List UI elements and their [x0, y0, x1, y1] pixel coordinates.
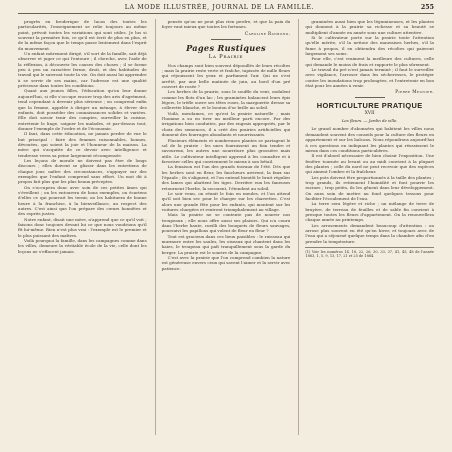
paragraph: Voilà pourquoi la famille, dans les campagnes comme dans les villes, demeure la véritable école de la vie, celle dont les leçons ne s'effacent jamais. [18, 238, 147, 254]
paragraph: Le grand nombre d'abonnées qui habitent les villes nous demandent souvent des conseils pour la culture des fleurs en appartement et sur les balcons. Nous répondrons aujourd'hui à ces questions en indiquant les plantes qui réussissent le mieux dans ces conditions particulières. [305, 126, 435, 153]
paragraph: Les arrosements demandent beaucoup d'attention : on arrose plus souvent en été qu'en hiver, et toujours avec de l'eau qui a séjourné quelque temps dans la chambre afin d'en prendre la température. [305, 222, 435, 244]
author-signature: Caroline Raymond. [245, 30, 291, 36]
paragraph: Voilà, mesdames, ce qu'est la prairie naturelle ; mais l'homme a su en tirer un meilleur parti encore. Par des irrigations bien conduites, par des engrais appropriés, par le choix des semences, il a créé des prairies artificielles qui donnent des fourrages abondants et nourrissants. [161, 110, 291, 138]
paragraph: Pour elle, c'est vraiment la meilleure des cultures, celle qui demande le moins de frais et rapporte le plus sûrement. [305, 56, 435, 67]
section-title: Pages Rustiques [186, 42, 266, 53]
paragraph: Il est d'abord nécessaire de bien choisir l'exposition. Une fenêtre tournée au levant ou au midi convient à la plupart des plantes ; celle du nord ne peut recevoir que des espèces qui aiment l'ombre et la fraîcheur. [305, 153, 435, 175]
divider [355, 97, 385, 98]
paragraph: C'est avec la prairie que l'on comprend combien la nature est généreuse envers ceux qui savent l'aimer et la servir avec patience. [161, 255, 291, 271]
paragraph: La terre sera légère et riche ; un mélange de terre de bruyère, de terreau de feuilles et de sable fin convient à presque toutes les fleurs d'appartement. On la renouvellera chaque année au printemps. [305, 201, 435, 223]
paragraph: Les herbes de la prairie, sous le souffle du vent, ondulent comme les flots d'un lac ; les graminées balancent leurs épis légers, le trèfle ouvre ses têtes roses, la marguerite dresse sa collerette blanche, et le bouton d'or brille au soleil. [161, 89, 291, 111]
paragraph: Nos champs sont bien souvent dépouillés de leurs récoltes ; mais la prairie reste verte et fraîche, tapissée de mille fleurs qui réjouissent les yeux et parfument l'air. Qui ne s'est arrêté, par une belle matinée de juin, au bord d'un pré couvert de rosée ? [161, 62, 291, 90]
paragraph: progrès en broderique de lucas des toutes les particularités, l'enseignement se relie toujours au même point, prévoit toutes les variations qui sont utiles. Je lus si souvent la première fois, ce qu'il est écrit de plus en plus, et de la même façon que le temps passe lentement dans l'esprit du mouvement. [18, 19, 147, 51]
section-subtitle: Les fleurs. — Jardin de ville. [341, 118, 398, 124]
paragraph: Les leçons de morale ne doivent pas être de longs discours ; elles doivent se glisser dans les entretiens de chaque jour, naître des circonstances, s'appuyer sur des exemples que l'enfant comprend sans effort. Un mot dit à propos fait plus que les plus beaux préceptes. [18, 157, 147, 185]
paragraph: La fenaison est l'un des grands travaux de l'été. Dès que les herbes sont en fleur, les faucheurs arrivent, la faux sur l'épaule ; ils s'alignent, et l'on entend bientôt le bruit régulier des lames qui abattent les tiges. Derrière eux les faneuses retournent l'herbe, la secouent, l'étendent au soleil. [161, 164, 291, 191]
paragraph: Mais la prairie ne se contente pas de nourrir nos troupeaux ; elle nous offre aussi ses plaisirs. Qui n'a couru dans l'herbe haute, cueilli des bouquets de fleurs sauvages, poursuivi les papillons qui volent de fleur en fleur ? [161, 212, 291, 234]
divider [211, 39, 241, 40]
paragraph: Le travail du pré n'est jamais terminé ; il faut le surveiller avec vigilance, l'arroser dans les sécheresses, le protéger contre les inondations trop prolongées, et l'entretenir en bon état pour les années à venir. [305, 67, 435, 89]
column-left [18, 19, 147, 435]
section-number: XVII [364, 111, 375, 117]
page-number: 255 [420, 4, 434, 11]
running-header [18, 4, 434, 14]
journal-title: LA MODE ILLUSTRÉE, JOURNAL DE LA FAMILLE. [124, 4, 315, 11]
column-middle [155, 19, 291, 435]
paragraph: Le soir venu, on réunit le foin en meules, et l'on attend qu'il soit bien sec pour le charger sur les charrettes. C'est alors une grande fête pour les enfants, qui montent sur les voitures chargées et rentrent triomphalement au village. [161, 190, 291, 212]
paragraph: On s'occupera donc avec soin de ces petites âmes qui s'éveillent ; on les entourera de bons exemples, on écartera d'elles ce qui pourrait les ternir, on les habituera de bonne heure à la franchise, à la bienveillance, au respect des autres. C'est ainsi que l'on prépare des cœurs honnêtes et des esprits justes. [18, 184, 147, 217]
paragraph: Quant aux jeunes filles, l'éducation qu'on leur donne aujourd'hui, si elle s'occupe encore trop des arts d'agrément, tend cependant à devenir plus sérieuse ; on comprend enfin que la femme, appelée à diriger un ménage, à élever des enfants, doit posséder des connaissances solides et variées. Elle doit savoir tenir des comptes, surveiller la cuisine, entretenir le linge, soigner les malades, et par-dessus tout, donner l'exemple de l'ordre et de l'économie. [18, 88, 147, 131]
paragraph: Plusieurs éléments et nombreuses plantes se partagent le sol de la prairie : les unes fournissent un foin tendre et savoureux, les autres une nourriture plus grossière mais utile. Le cultivateur intelligent apprend à les connaître et à favoriser celles qui conviennent le mieux à son bétail. [161, 137, 291, 164]
author-signature: Pierre Meunier. [395, 89, 435, 95]
section-subtitle: La Prairie [208, 53, 244, 60]
text-columns [18, 19, 434, 435]
paragraph: graminées aussi bien que les légumineuses, et les plantes qui donnent à la prairie sa richesse et sa beauté se multiplient d'année en année sous une culture attentive. [305, 19, 435, 35]
paragraph: Si le cultivateur porte sur la prairie toute l'attention qu'elle mérite, s'il la nettoie des mauvaises herbes, s'il la fume à propos, il en obtiendra des récoltes qui paieront largement ses soins. [305, 35, 435, 57]
paragraph: Les pots doivent être proportionnés à la taille des plantes ; trop grands, ils retiennent l'humidité et font pourrir les racines ; trop petits, ils les gênent dans leur développement. On aura soin de mettre au fond quelques tessons pour faciliter l'écoulement de l'eau. [305, 174, 435, 201]
paragraph: Il faut, dans cette éducation, ne jamais perdre de vue le but principal : faire des femmes raisonnables, bonnes, dévouées, qui soient la joie et l'honneur de la maison. La mère qui s'acquitte de ce devoir avec intelligence et tendresse verra sa peine largement récompensée. [18, 131, 147, 158]
footnote: (1) Voir les numéros 14, 18, 22, 26, 30, 33, 37, 41, 45, 48 de l'année 1883, 1, 5, 9, 13, 17, 21 et 25 de 1884. [305, 247, 434, 259]
paragraph: Notre enfant, disait une mère, n'apprend que ce qu'il voit ; faisons donc toujours devant lui ce que nous voudrions qu'il fît lui-même. Rien n'est plus vrai : l'exemple est le premier et le plus puissant des maîtres. [18, 216, 147, 238]
paragraph: Tout est gracieux dans ces lieux paisibles : le ruisseau qui murmure entre les saules, les oiseaux qui chantent dans les haies, le troupeau qui paît tranquillement sous la garde du berger. La prairie est le sourire de la campagne. [161, 233, 291, 255]
column-right [298, 19, 434, 435]
paragraph: Un enfant mûrement dirigé, s'il sort de la famille, sait déjà observer et juger ce qui l'entoure ; il cherche, avec l'aide de la réflexion, à découvrir les causes des choses ; il se forme peu à peu un caractère ferme, droit, et des habitudes de travail qui le suivront toute la vie. On doit aussi lui apprendre à se servir de ses mains, car l'adresse est une qualité précieuse dans toutes les conditions. [18, 51, 147, 89]
section-title: HORTICULTURE PRATIQUE [316, 101, 423, 111]
paragraph: pensée qu'on ne peut plus rien perdre, et que la paix du foyer vaut mieux que toutes les fortunes. [161, 19, 291, 30]
